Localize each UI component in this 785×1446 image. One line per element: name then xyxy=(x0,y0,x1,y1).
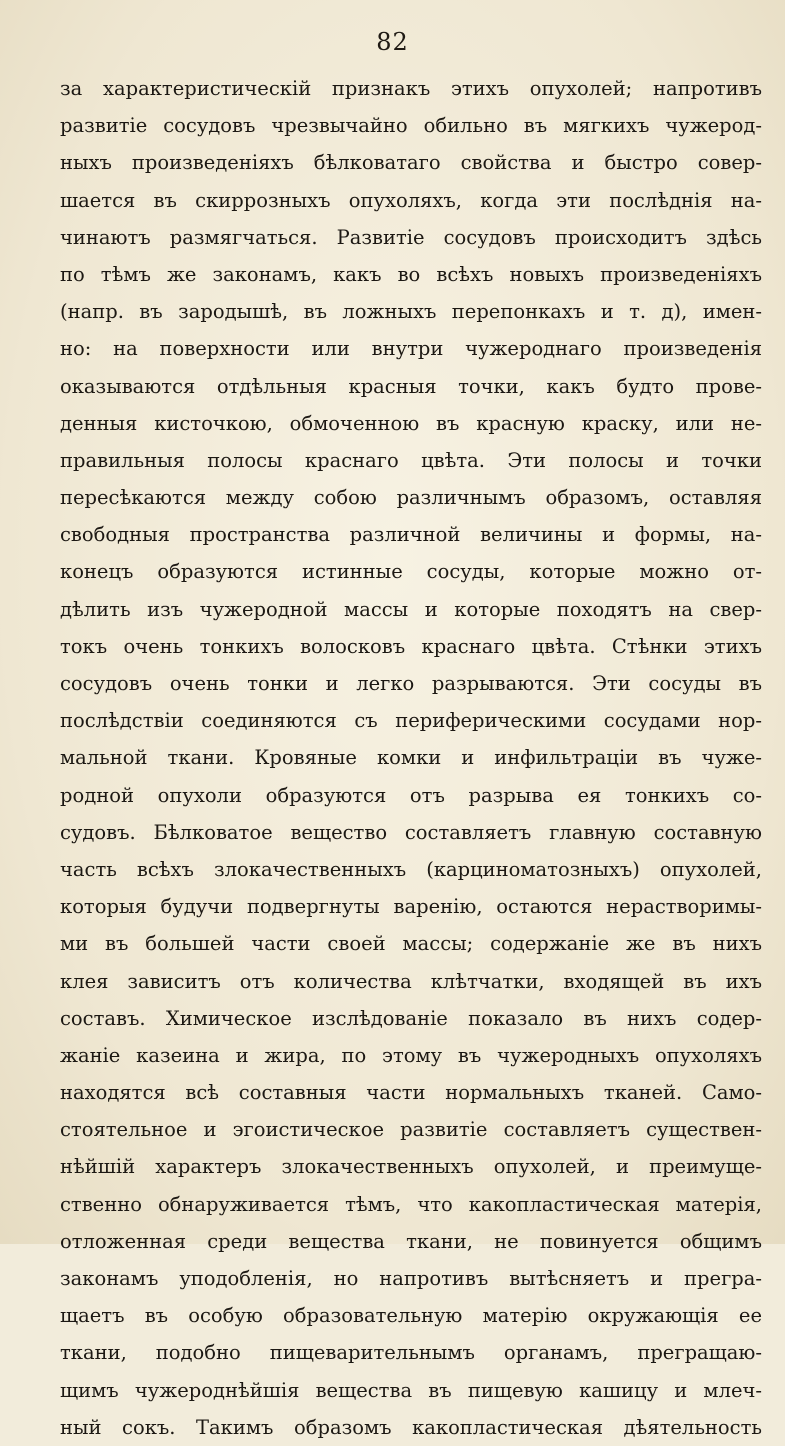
text-line: развитіе сосудовъ чрезвычайно обильно въ мягкихъ чужерод- xyxy=(60,114,762,138)
text-line: щаетъ въ особую образовательную матерію окружающія ее xyxy=(60,1304,762,1328)
text-line: за характеристическій признакъ этихъ опухолей; напротивъ xyxy=(60,77,762,100)
text-line: составъ. Химическое изслѣдованіе показало въ нихъ содер- xyxy=(60,1006,762,1030)
text-line: (напр. въ зародышѣ, въ ложныхъ перепонкахъ и т. д), имен- xyxy=(60,300,762,324)
text-line: ныхъ произведеніяхъ бѣлковатаго свойства и быстро совер- xyxy=(60,151,762,175)
text-line: стоятельное и эгоистическое развитіе составляетъ существен- xyxy=(60,1118,762,1142)
text-line: ткани, подобно пищеварительнымъ органамъ, прегращаю- xyxy=(60,1341,762,1365)
text-line: ственно обнаруживается тѣмъ, что какопластическая матерія, xyxy=(60,1192,762,1216)
text-line: щимъ чужероднѣйшія вещества въ пищевую кашицу и млеч- xyxy=(60,1378,762,1402)
text-line: ный сокъ. Такимъ образомъ какопластическая дѣятельность xyxy=(60,1415,762,1439)
text-line: пересѣкаются между собою различнымъ образомъ, оставляя xyxy=(60,486,762,510)
page-number: 82 xyxy=(376,28,409,56)
text-line: шается въ скиррозныхъ опухоляхъ, когда эти послѣднія на- xyxy=(60,188,762,212)
text-line: часть всѣхъ злокачественныхъ (карциноматозныхъ) опухолей, xyxy=(60,857,762,881)
text-line: находятся всѣ составныя части нормальныхъ тканей. Само- xyxy=(60,1081,762,1105)
text-line: правильныя полосы краснаго цвѣта. Эти полосы и точки xyxy=(60,448,762,472)
text-line: ми въ большей части своей массы; содержаніе же въ нихъ xyxy=(60,932,762,956)
text-line: мальной ткани. Кровяные комки и инфильтраціи въ чуже- xyxy=(60,746,762,770)
text-line: законамъ уподобленія, но напротивъ вытѣсняетъ и прегра- xyxy=(60,1267,762,1290)
text-line: чинаютъ размягчаться. Развитіе сосудовъ происходитъ здѣсь xyxy=(60,225,762,249)
text-line: послѣдствіи соединяются съ периферическими сосудами нор- xyxy=(60,709,762,733)
text-line: токъ очень тонкихъ волосковъ краснаго цвѣта. Стѣнки этихъ xyxy=(60,634,762,658)
text-line: оказываются отдѣльныя красныя точки, какъ будто прове- xyxy=(60,374,762,398)
text-line: конецъ образуются истинные сосуды, которые можно от- xyxy=(60,560,762,584)
text-line: родной опухоли образуются отъ разрыва ея тонкихъ со- xyxy=(60,783,762,807)
text-line: дѣлить изъ чужеродной массы и которые походятъ на свер- xyxy=(60,597,762,621)
text-line: сосудовъ очень тонки и легко разрываются. Эти сосуды въ xyxy=(60,672,762,695)
text-line: свободныя пространства различной величины и формы, на- xyxy=(60,523,762,547)
text-line: денныя кисточкою, обмоченною въ красную краску, или не- xyxy=(60,411,762,435)
text-line: нѣйшій характеръ злокачественныхъ опухолей, и преимуще- xyxy=(60,1155,762,1179)
text-line: судовъ. Бѣлковатое вещество составляетъ главную составную xyxy=(60,820,762,844)
text-line: отложенная среди вещества ткани, не повинуется общимъ xyxy=(60,1229,762,1253)
text-line: клея зависитъ отъ количества клѣтчатки, входящей въ ихъ xyxy=(60,969,762,993)
text-line: жаніе казеина и жира, по этому въ чужеродныхъ опухоляхъ xyxy=(60,1043,762,1067)
text-line: но: на поверхности или внутри чужероднаго произведенія xyxy=(60,337,762,361)
text-line: по тѣмъ же законамъ, какъ во всѣхъ новыхъ произведеніяхъ xyxy=(60,262,762,286)
body-text xyxy=(60,70,762,1446)
text-line: которыя будучи подвергнуты варенію, остаются нерастворимы- xyxy=(60,895,762,919)
